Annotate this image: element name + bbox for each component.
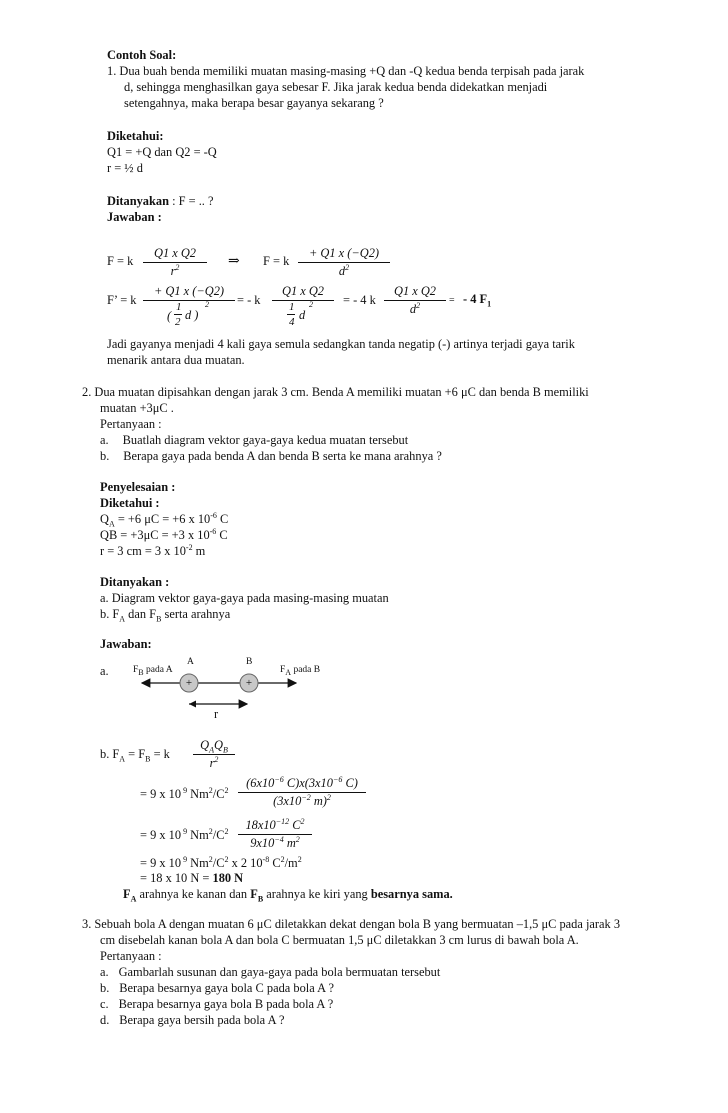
p2-b-lhs: b. $F_A = F_B = k$: [100, 747, 170, 764]
example-problem-line-3: setengahnya, maka berapa besar gayanya sekarang ?: [124, 96, 384, 110]
example-answer-heading: Jawaban :: [107, 210, 162, 224]
example-asked-label: Ditanyakan: [107, 194, 169, 208]
eq-frac-2: [298, 246, 390, 279]
eq-frac-1: [143, 246, 207, 279]
eq-frac-5: [384, 284, 446, 317]
eq-result: - 4 $F_1$: [463, 292, 492, 309]
eq-frac-3-den: 1 ( 2 d ) 2: [167, 300, 209, 328]
p2-final-statement: $F_A$ arahnya ke kanan dan $F_B$ arahnya ke kiri yang besarnya sama.: [123, 887, 453, 904]
p3-line-1: 3. Sebuah bola A dengan muatan 6 μC diletakkan dekat dengan bola B yang bermuatan –1,5 μC pada jarak 3: [82, 917, 621, 931]
p2-step2-num: $18x10^{-12}$ $C^2$: [238, 818, 312, 835]
p2-known-qb: QB = +3μC = +3 x $10^{-6}$ C: [100, 526, 228, 542]
eq-sign: =: [449, 295, 455, 306]
diagram-part-label: a.: [100, 664, 109, 678]
eq-frac-3-num: + Q1 x (−Q2): [143, 284, 235, 301]
p2-known-r: r = 3 cm = 3 x $10^{-2}$ m: [100, 542, 206, 558]
p2-question-heading: Pertanyaan :: [100, 417, 162, 431]
diagram-charge-a-name: A: [187, 657, 194, 667]
p2-question-a: a. Buatlah diagram vektor gaya-gaya kedua muatan tersebut: [100, 433, 409, 447]
example-heading: Contoh Soal:: [107, 48, 177, 62]
p2-b-frac-den: $r^2$: [209, 754, 219, 770]
diagram-charge-b-name: B: [246, 657, 253, 667]
p2-line-2: muatan +3μC .: [100, 401, 174, 415]
eq-frac-4-den: 1 4 d 2: [289, 300, 313, 328]
diagram-distance-label: r: [214, 707, 219, 721]
eq-frac-1-num: Q1 x Q2: [143, 246, 207, 263]
example-asked-rest: : F = .. ?: [168, 194, 214, 208]
example-asked: [107, 194, 214, 209]
distance-arrow-left-head: [189, 701, 196, 708]
p2-step1-frac: [238, 776, 366, 809]
p2-step2-den: $9x10^{-4}$ $m^2$: [250, 834, 300, 850]
p2-known-qa: $Q_A = +6$ μC = +6 x $10^{-6}$ C: [100, 510, 229, 529]
eq-frac-5-den: $d^2$: [409, 300, 421, 316]
diagram-label-fa-on-b: $F_A$ pada B: [280, 665, 321, 677]
p3-question-d: d. Berapa gaya bersih pada bola A ?: [100, 1013, 285, 1027]
diagram-label-fb-on-a: $F_B$ pada A: [133, 665, 173, 677]
eq-frac-2-den: $d^2$: [338, 262, 350, 278]
p2-b-frac-num: $Q_AQ_B$: [193, 738, 235, 755]
p2-step1-den: ($3x10^{-2}$ m)$^2$: [273, 792, 331, 808]
p2-known-heading: Diketahui :: [100, 496, 160, 510]
p2-step3: = 9 x 10 $^9$ $Nm^2/C^2$ x 2 $10^{-8}$ $C^2/m^2$: [140, 854, 302, 870]
eq-frac-3: [143, 284, 235, 336]
p2-asked-b: b. $F_A$ dan $F_B$ serta arahnya: [100, 607, 231, 624]
example-problem-line-1: 1. Dua buah benda memiliki muatan masing-masing +Q dan -Q kedua benda terpisah pada jarak: [107, 64, 585, 78]
p2-asked-a: a. Diagram vektor gaya-gaya pada masing-masing muatan: [100, 591, 389, 605]
eq-frac-4: [272, 284, 334, 336]
example-known-heading: Diketahui:: [107, 129, 164, 143]
p3-question-heading: Pertanyaan :: [100, 949, 162, 963]
p2-step2-frac: [238, 818, 312, 851]
p3-question-c: c. Berapa besarnya gaya bola B pada bola A ?: [100, 997, 334, 1011]
p3-question-a: a. Gambarlah susunan dan gaya-gaya pada bola bermuatan tersebut: [100, 965, 441, 979]
p2-step1-num: ($6x10^{-6}$ $C)x(3x10^{-6}$ C): [238, 776, 366, 793]
conclusion-line-1: Jadi gayanya menjadi 4 kali gaya semula sedangkan tanda negatip (-) artinya terjadi gaya tarik: [107, 337, 575, 351]
eq-frac-4-num: Q1 x Q2: [272, 284, 334, 301]
p2-step4: = 18 x 10 N = 180 N: [140, 871, 244, 885]
p3-line-2: cm disebelah kanan bola A dan bola C bermuatan 1,5 μC diletakkan 3 cm lurus di bawah bola A.: [100, 933, 579, 947]
p3-question-b: b. Berapa besarnya gaya bola C pada bola A ?: [100, 981, 334, 995]
example-known-1: Q1 = +Q dan Q2 = -Q: [107, 145, 217, 159]
eq-f-k-2: F = k: [263, 254, 290, 268]
p2-step2-const: = 9 x 10 $^9$ $Nm^2/C^2$: [140, 826, 229, 842]
eq-neg-k: = - k: [237, 293, 261, 307]
eq-frac-1-den: $r^2$: [170, 262, 180, 278]
p2-line-1: 2. Dua muatan dipisahkan dengan jarak 3 cm. Benda A memiliki muatan +6 μC dan benda B memiliki: [82, 385, 589, 399]
p2-step1-const: = 9 x 10 $^9$ $Nm^2/C^2$: [140, 785, 229, 801]
eq-f-k: F = k: [107, 254, 134, 268]
eq-fprime-k: F’ = k: [107, 293, 137, 307]
example-problem-line-2: d, sehingga menghasilkan gaya sebesar F. Jika jarak kedua benda didekatkan menjadi: [124, 80, 548, 94]
charge-b-sign: +: [245, 677, 253, 689]
p2-solution-heading: Penyelesaian :: [100, 480, 176, 494]
p2-answer-heading: Jawaban:: [100, 637, 152, 651]
conclusion-line-2: menarik antara dua muatan.: [107, 353, 245, 367]
example-known-2: r = ½ d: [107, 161, 143, 175]
charge-a-sign: +: [185, 677, 193, 689]
force-vector-diagram: [130, 670, 310, 720]
eq-frac-2-num: + Q1 x (−Q2): [298, 246, 390, 263]
implies-arrow: ⇒: [228, 254, 240, 269]
eq-neg-4k: = - 4 k: [343, 293, 376, 307]
eq-frac-5-num: Q1 x Q2: [384, 284, 446, 301]
p2-asked-heading: Ditanyakan :: [100, 575, 170, 589]
p2-question-b: b. Berapa gaya pada benda A dan benda B serta ke mana arahnya ?: [100, 449, 442, 463]
p2-b-frac: [193, 738, 235, 771]
